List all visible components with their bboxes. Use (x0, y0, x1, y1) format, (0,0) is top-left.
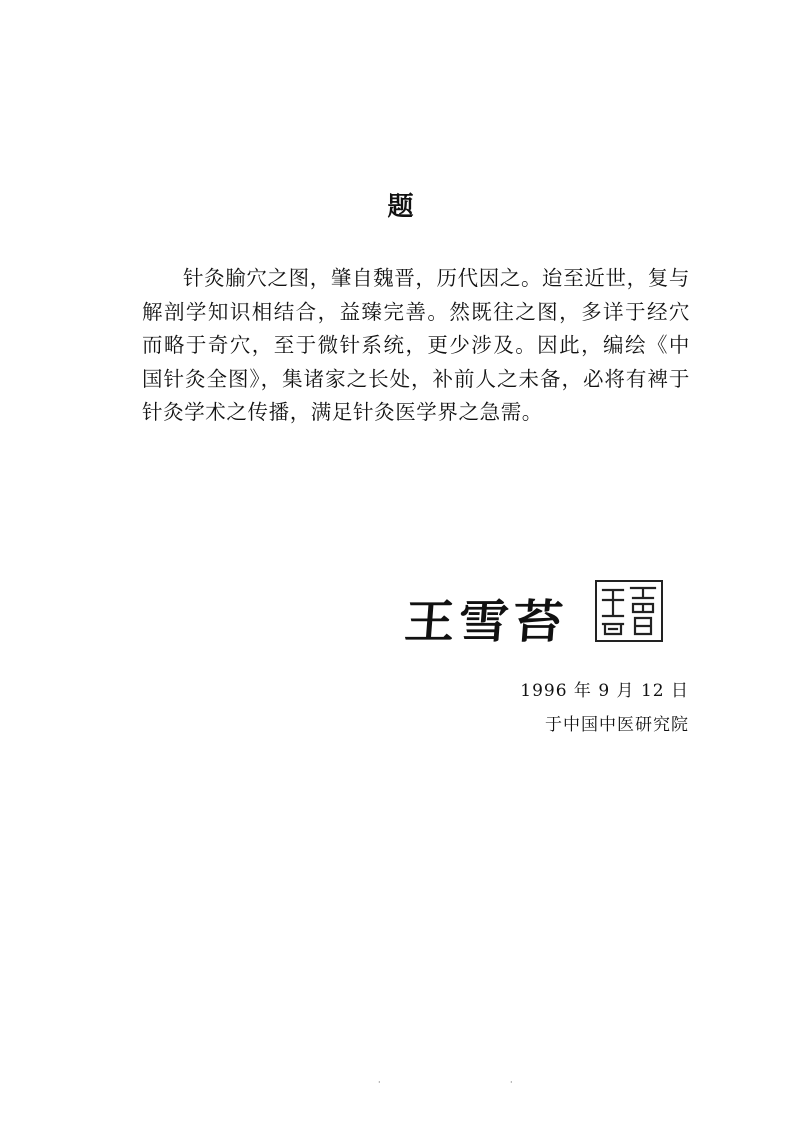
seal-stamp-icon (595, 580, 663, 642)
page-title: 题 (387, 192, 414, 222)
calligraphy-signature: 王雪苔 (402, 594, 569, 649)
footer-dot: · (510, 1078, 513, 1087)
body-paragraph: 针灸腧穴之图，肇自魏晋，历代因之。迨至近世，复与解剖学知识相结合，益臻完善。然既往之图，多详于经穴而略于奇穴，至于微针系统，更少涉及。因此，编绘《中国针灸全图》，集诸家之长处，补前人之未备，必将有裨于针灸学术之传播，满足针灸医学界之急需。 (142, 266, 690, 425)
date-place-block (520, 674, 689, 742)
body-paragraph-container (142, 262, 690, 430)
footer-dot: · (378, 1078, 381, 1087)
signature-row (402, 580, 705, 650)
date-text: 1996 年 9 月 12 日 (520, 681, 689, 701)
place-text: 于中国中医研究院 (545, 715, 689, 735)
